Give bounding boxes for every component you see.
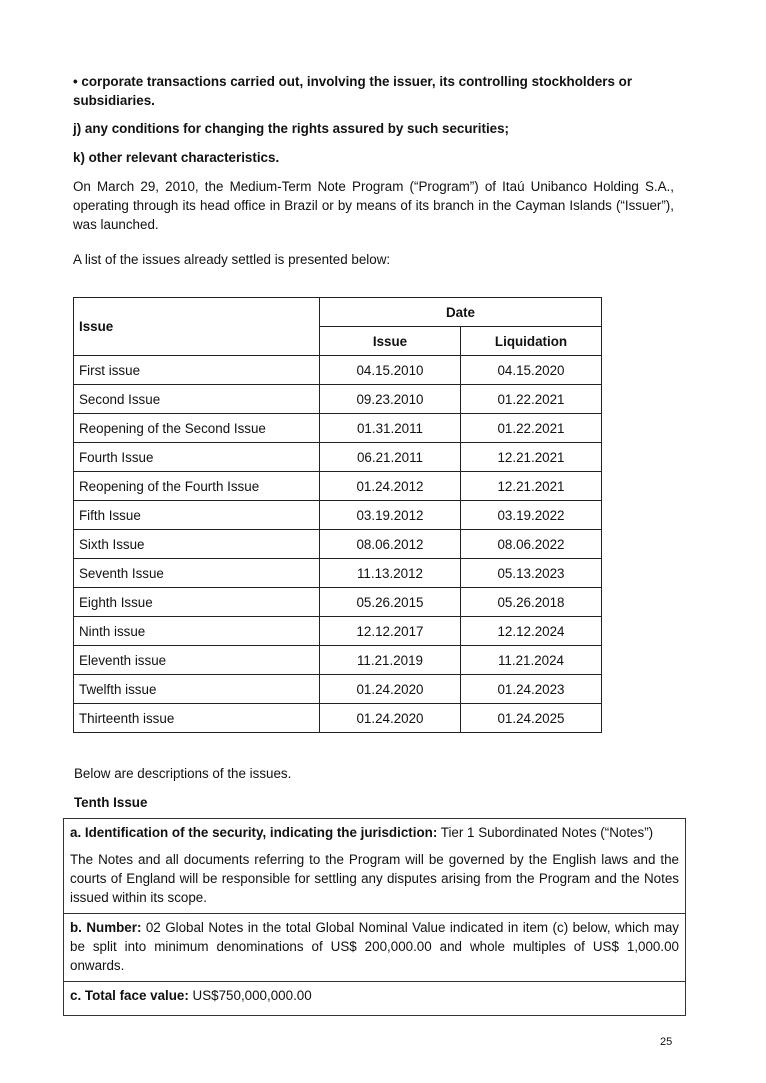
table-row [74,501,602,530]
list-intro: A list of the issues already settled is presented below: [73,252,391,267]
issue-name: Eleventh issue [74,646,320,675]
table-row [74,414,602,443]
issue-name: Sixth Issue [74,530,320,559]
issue-name: Eighth Issue [74,588,320,617]
bullet-corporate-transactions: • corporate transactions carried out, involving the issuer, its controlling stockholders or subsidiaries. [73,74,633,108]
table-row [74,443,602,472]
issue-name: Twelfth issue [74,675,320,704]
issue-date: 04.15.2010 [320,356,461,385]
section-c-label: c. Total face value: [70,988,189,1003]
liquidation-date: 03.19.2022 [461,501,602,530]
liquidation-date: 05.13.2023 [461,559,602,588]
table-row [74,472,602,501]
tenth-issue-box [63,818,686,1016]
issue-name: Ninth issue [74,617,320,646]
section-a-paragraph: The Notes and all documents referring to the Program will be governed by the English laws and the courts of England will be responsible for settling any disputes arising from the Program and the Notes issued within its scope. [70,852,679,905]
section-c-value: US$750,000,000.00 [188,988,312,1003]
liquidation-date: 05.26.2018 [461,588,602,617]
section-b-label: b. Number: [70,920,142,935]
section-a [64,819,685,913]
subheader-liquidation: Liquidation [461,327,602,356]
liquidation-date: 01.22.2021 [461,385,602,414]
issue-date: 08.06.2012 [320,530,461,559]
table-row [74,704,602,733]
issue-date: 01.24.2020 [320,675,461,704]
issue-date: 01.24.2020 [320,704,461,733]
program-paragraph: On March 29, 2010, the Medium-Term Note Program (“Program”) of Itaú Unibanco Holding S.A., operating through its head office in Brazil or by means of its branch in the Cayman Islands (“Issuer”), was launched. [73,179,674,232]
issue-name: Reopening of the Fourth Issue [74,472,320,501]
table-row [74,385,602,414]
liquidation-date: 12.21.2021 [461,443,602,472]
issue-name: Fourth Issue [74,443,320,472]
issue-date: 03.19.2012 [320,501,461,530]
issue-date: 09.23.2010 [320,385,461,414]
section-a-label: a. Identification of the security, indicating the jurisdiction: [70,825,438,840]
liquidation-date: 04.15.2020 [461,356,602,385]
liquidation-date: 01.22.2021 [461,414,602,443]
table-row [74,617,602,646]
issue-name: Fifth Issue [74,501,320,530]
tenth-issue-heading: Tenth Issue [74,795,148,810]
issue-date: 01.24.2012 [320,472,461,501]
header-issue: Issue [74,298,320,356]
item-j: j) any conditions for changing the rights assured by such securities; [73,121,510,136]
liquidation-date: 08.06.2022 [461,530,602,559]
table-row [74,588,602,617]
section-c [64,981,685,1015]
liquidation-date: 11.21.2024 [461,646,602,675]
issue-name: First issue [74,356,320,385]
liquidation-date: 12.21.2021 [461,472,602,501]
subheader-issue: Issue [320,327,461,356]
issue-date: 11.21.2019 [320,646,461,675]
issue-name: Thirteenth issue [74,704,320,733]
issue-date: 01.31.2011 [320,414,461,443]
liquidation-date: 01.24.2023 [461,675,602,704]
issue-date: 05.26.2015 [320,588,461,617]
page-number: 25 [660,1036,673,1048]
table-row [74,356,602,385]
header-date: Date [320,298,602,327]
issue-name: Second Issue [74,385,320,414]
liquidation-date: 12.12.2024 [461,617,602,646]
issue-date: 11.13.2012 [320,559,461,588]
issue-date: 12.12.2017 [320,617,461,646]
table-row [74,559,602,588]
issue-date: 06.21.2011 [320,443,461,472]
issue-name: Reopening of the Second Issue [74,414,320,443]
table-row [74,530,602,559]
section-a-value: Tier 1 Subordinated Notes (“Notes”) [437,825,654,840]
descriptions-intro: Below are descriptions of the issues. [74,766,292,781]
table-row [74,675,602,704]
issues-table [73,297,602,733]
table-header-row [74,298,602,327]
section-b [64,913,685,981]
section-b-value: 02 Global Notes in the total Global Nominal Value indicated in item (c) below, which may be split into minimum denominations of US$ 200,000.00 and whole multiples of US$ 1,000.00 onwards. [70,920,679,973]
item-k: k) other relevant characteristics. [73,150,280,165]
issue-name: Seventh Issue [74,559,320,588]
table-row [74,646,602,675]
liquidation-date: 01.24.2025 [461,704,602,733]
